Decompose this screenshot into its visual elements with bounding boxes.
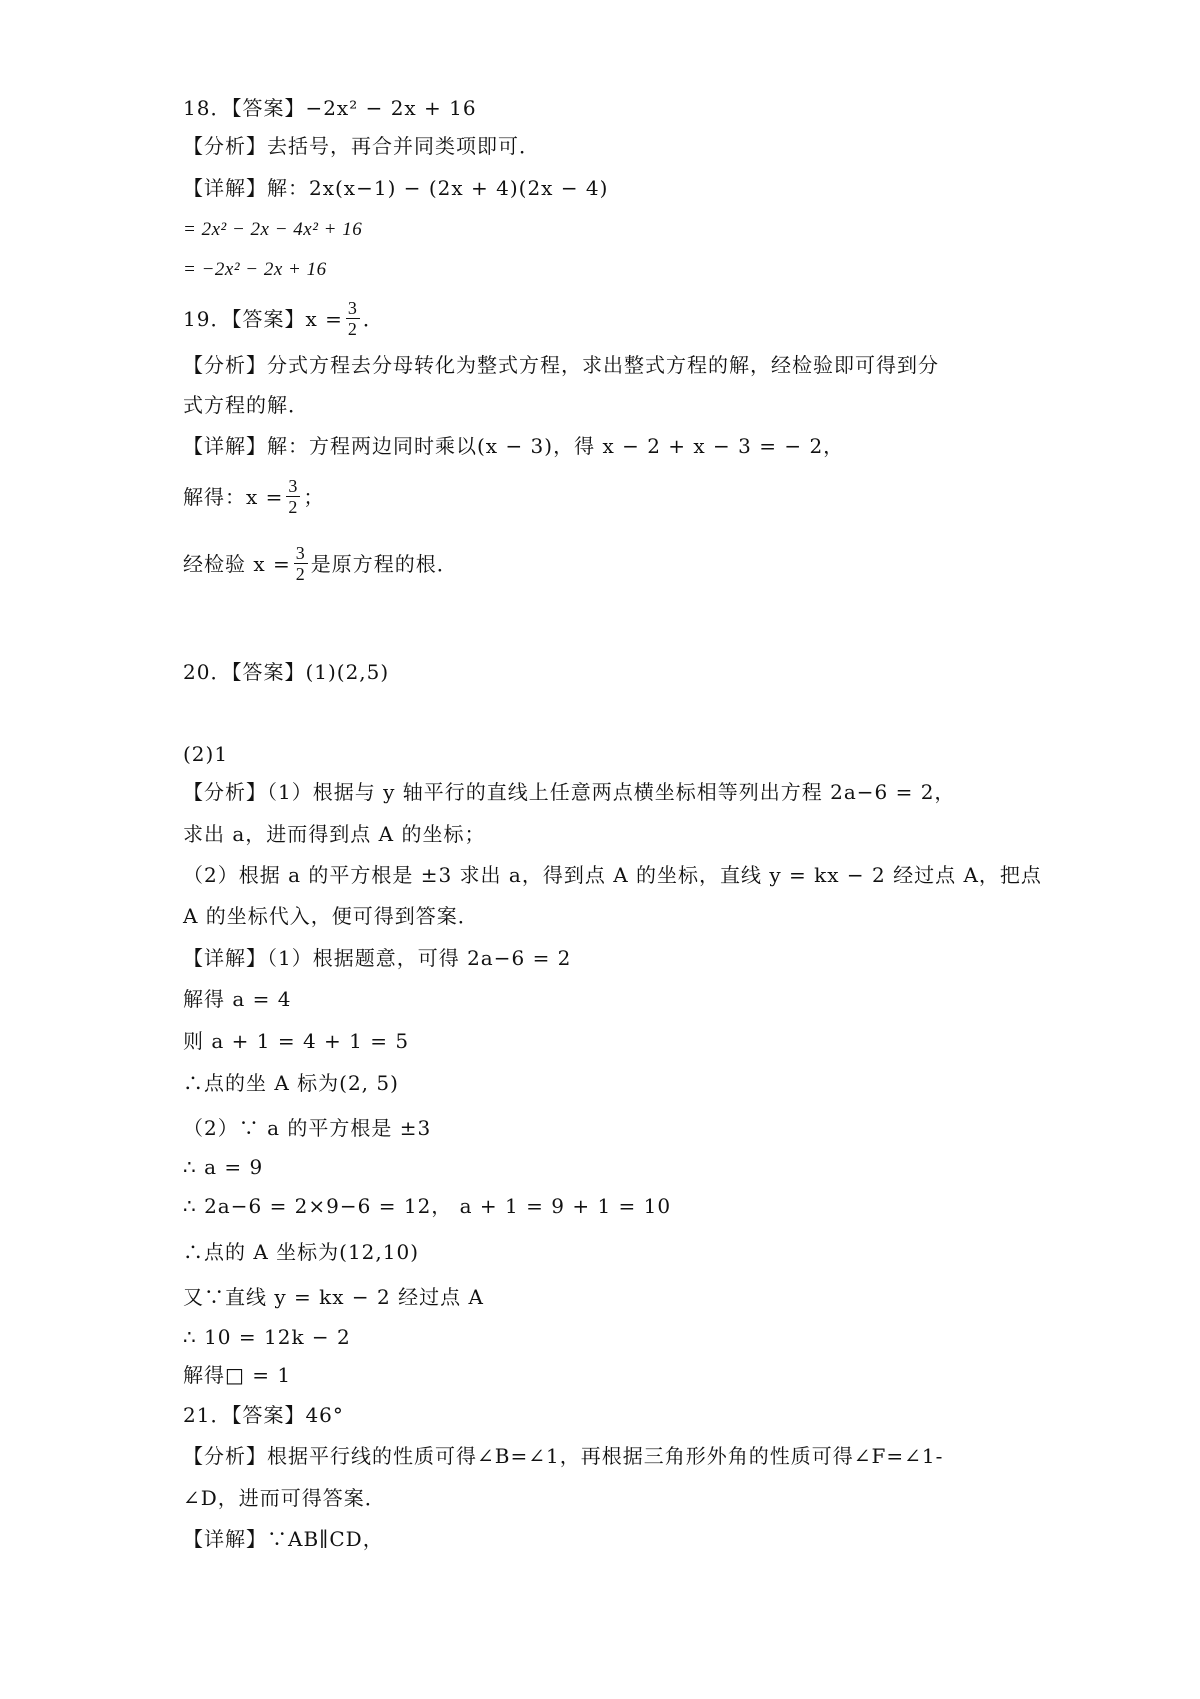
fraction-denominator: 2 — [288, 497, 299, 517]
q19-answer-prefix: 19．【答案】x = — [183, 306, 343, 331]
q20-part2: (2)1 — [183, 742, 229, 766]
q19-check-line — [183, 543, 458, 584]
q19-analysis-line2: 式方程的解． — [183, 393, 309, 417]
q21-detail: 【详解】∵AB∥CD， — [183, 1527, 384, 1551]
q19-solve-fraction — [286, 476, 300, 517]
q20-analysis-line3: （2）根据 a 的平方根是 ±3 求出 a，得到点 A 的坐标，直线 y = kx − 2 经过点 A，把点 — [183, 863, 1042, 887]
q21-answer: 21．【答案】46° — [183, 1403, 344, 1427]
q18-step2: = −2x² − 2x + 16 — [183, 259, 327, 280]
q20-answer: 20．【答案】(1)(2,5) — [183, 660, 390, 684]
q20-line-i: ∴ 10 = 12k − 2 — [183, 1325, 351, 1349]
q20-line-h: 又∵直线 y = kx − 2 经过点 A — [183, 1285, 484, 1309]
q20-line-j: 解得□ = 1 — [183, 1363, 292, 1387]
q20-analysis-line4: A 的坐标代入，便可得到答案． — [183, 904, 479, 928]
q20-line-a: 解得 a = 4 — [183, 987, 292, 1011]
q18-analysis: 【分析】去括号，再合并同类项即可． — [183, 134, 540, 158]
q19-check-suffix: 是原方程的根． — [310, 551, 458, 576]
q19-answer-suffix: ． — [362, 306, 384, 331]
fraction-numerator: 3 — [295, 543, 306, 563]
fraction-numerator: 3 — [347, 298, 358, 318]
q19-analysis-line1: 【分析】分式方程去分母转化为整式方程，求出整式方程的解，经检验即可得到分 — [183, 353, 939, 377]
q19-check-prefix: 经检验 x = — [183, 551, 291, 576]
q19-detail: 【详解】解：方程两边同时乘以(x − 3)，得 x − 2 + x − 3 = − 2， — [183, 434, 845, 458]
q20-line-g: ∴点的 A 坐标为(12,10) — [183, 1240, 420, 1264]
fraction-numerator: 3 — [288, 476, 299, 496]
fraction-denominator: 2 — [347, 319, 358, 339]
q18-step1: = 2x² − 2x − 4x² + 16 — [183, 219, 363, 240]
q20-line-e: ∴ a = 9 — [183, 1155, 264, 1179]
q19-check-fraction — [294, 543, 308, 584]
q19-solve-prefix: 解得：x = — [183, 484, 284, 509]
q19-answer-line — [183, 298, 384, 339]
q18-answer: 18．【答案】−2x² − 2x + 16 — [183, 96, 477, 120]
q19-solve-line — [183, 476, 324, 517]
q21-analysis-line2: ∠D，进而可得答案． — [183, 1486, 386, 1510]
q20-line-c: ∴点的坐 A 标为(2, 5) — [183, 1071, 399, 1095]
q19-answer-fraction — [346, 298, 360, 339]
q18-detail: 【详解】解：2x(x−1) − (2x + 4)(2x − 4) — [183, 176, 609, 200]
q20-detail1: 【详解】（1）根据题意，可得 2a−6 = 2 — [183, 946, 572, 970]
q20-analysis-line2: 求出 a，进而得到点 A 的坐标； — [183, 822, 486, 846]
q21-analysis-line1: 【分析】根据平行线的性质可得∠B=∠1，再根据三角形外角的性质可得∠F=∠1- — [183, 1444, 944, 1468]
q20-line-f: ∴ 2a−6 = 2×9−6 = 12， a + 1 = 9 + 1 = 10 — [183, 1194, 672, 1218]
fraction-denominator: 2 — [295, 564, 306, 584]
q20-line-d: （2）∵ a 的平方根是 ±3 — [183, 1116, 432, 1140]
q20-line-b: 则 a + 1 = 4 + 1 = 5 — [183, 1029, 410, 1053]
q19-solve-suffix: ； — [303, 484, 325, 509]
q20-analysis-line1: 【分析】（1）根据与 y 轴平行的直线上任意两点横坐标相等列出方程 2a−6 = 2， — [183, 780, 956, 804]
